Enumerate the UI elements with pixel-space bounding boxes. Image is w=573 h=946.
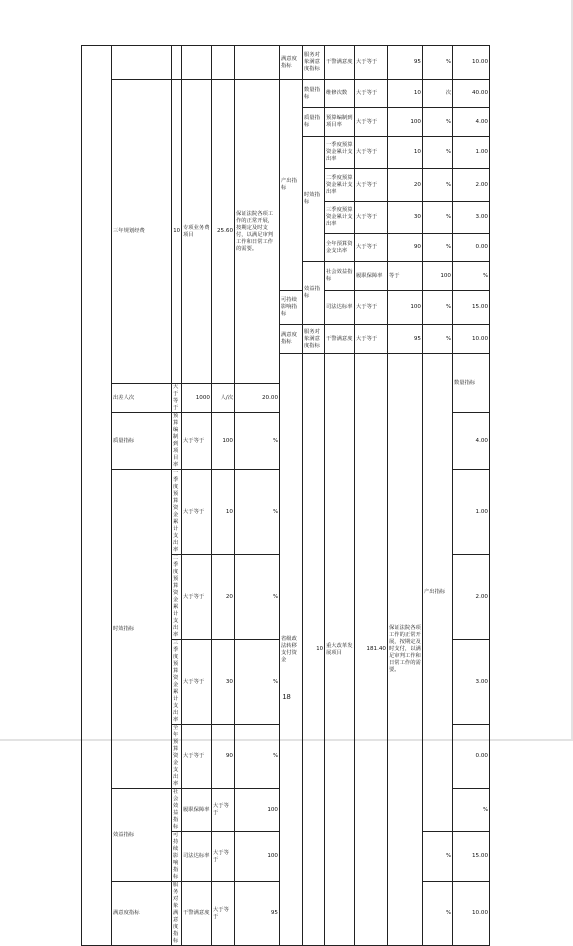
indicator-cell: 一季度预算资金累计支出率 xyxy=(172,470,182,555)
value-cell: 95 xyxy=(235,882,280,946)
weight-cell: 15.00 xyxy=(453,291,490,325)
operator-cell: 等于 xyxy=(388,262,423,291)
level2-cell: 时效指标 xyxy=(112,470,172,789)
indicator-cell: 预算编制到项目率 xyxy=(325,108,355,137)
unit-cell: % xyxy=(423,108,453,137)
operator-cell: 大于等于 xyxy=(212,789,235,832)
indicator-cell: 二季度预算资金累计支出率 xyxy=(172,555,182,640)
amount-cell: 25.60 xyxy=(212,80,235,384)
indicator-cell: 二季度预算资金累计支出率 xyxy=(325,169,355,202)
indicator-cell: 三季度预算资金累计支出率 xyxy=(172,640,182,725)
operator-cell: 大于等于 xyxy=(182,413,212,470)
level1-cell: 产出指标 xyxy=(280,80,303,291)
goal-cell: 保证法院各项工作的正常开展，按期定及时支付，以满足审判工作和日常工作的需要。 xyxy=(235,80,280,384)
unit-cell: % xyxy=(423,202,453,234)
value-cell: 100 xyxy=(423,262,453,291)
weight-cell: 0.00 xyxy=(453,234,490,262)
weight-cell: 10.00 xyxy=(453,882,490,946)
unit-cell: % xyxy=(235,470,280,555)
operator-cell: 大于等于 xyxy=(355,108,388,137)
weight-cell: 4.00 xyxy=(453,413,490,470)
weight-cell: 1.00 xyxy=(453,470,490,555)
unit-cell: % xyxy=(235,640,280,725)
unit-cell: % xyxy=(423,46,453,80)
unit-cell: % xyxy=(423,325,453,354)
operator-cell: 大于等于 xyxy=(355,291,388,325)
operator-cell: 大于等于 xyxy=(355,202,388,234)
level2-cell: 数量指标 xyxy=(453,354,490,413)
weight-cell: 0.00 xyxy=(453,725,490,789)
level2-cell: 质量指标 xyxy=(112,413,172,470)
indicator-cell: 干警满意度 xyxy=(325,325,355,354)
level2-cell: 数量指标 xyxy=(303,80,325,108)
operator-cell: 大于等于 xyxy=(182,555,212,640)
weight-cell: 10.00 xyxy=(453,46,490,80)
level2-cell: 社会效益指标 xyxy=(325,262,355,291)
table-row xyxy=(82,80,490,108)
project-name-cell: 三年规划经费 xyxy=(112,80,172,384)
indicator-cell: 三季度预算资金累计支出率 xyxy=(325,202,355,234)
value-cell: 100 xyxy=(388,108,423,137)
level2-cell: 时效指标 xyxy=(303,137,325,262)
unit-cell: % xyxy=(423,291,453,325)
indicator-cell: 干警满意度 xyxy=(182,882,212,946)
level2-cell: 质量指标 xyxy=(303,108,325,137)
indicator-cell: 司法达标率 xyxy=(182,832,212,882)
indicator-cell: 司法达标率 xyxy=(325,291,355,325)
weight-cell: 20.00 xyxy=(235,384,280,413)
value-cell: 1000 xyxy=(182,384,212,413)
weight-cell: 10.00 xyxy=(453,325,490,354)
empty-col-cell xyxy=(82,46,112,946)
operator-cell: 大于等于 xyxy=(212,882,235,946)
indicator-cell: 全年预算资金支出率 xyxy=(325,234,355,262)
weight-cell: 15.00 xyxy=(453,832,490,882)
level-cell: 10 xyxy=(172,80,182,384)
indicator-cell: 干警满意度 xyxy=(325,46,355,80)
indicator-cell: 预算编制到项目率 xyxy=(172,413,182,470)
unit-cell: % xyxy=(235,725,280,789)
level1-cell: 满意度指标 xyxy=(280,325,303,354)
unit-cell: % xyxy=(453,262,490,291)
value-cell: 10 xyxy=(388,80,423,108)
page-number: 18 xyxy=(282,692,291,701)
level2-cell: 可持续影响指标 xyxy=(172,832,182,882)
performance-table xyxy=(81,45,490,946)
unit-cell: % xyxy=(423,169,453,202)
value-cell: 20 xyxy=(388,169,423,202)
operator-cell: 大于等于 xyxy=(355,80,388,108)
level2-cell: 社会效益指标 xyxy=(172,789,182,832)
unit-cell: % xyxy=(235,555,280,640)
goal-cell: 保证法院各项工作的正常开展，按期定及时支付，以满足审判工作和日常工作的需要。 xyxy=(388,354,423,946)
project-name-cell: 省级政法转移支付资金 xyxy=(280,354,303,946)
operator-cell: 大于等于 xyxy=(355,169,388,202)
level1-cell: 效益指标 xyxy=(112,789,172,882)
amount-cell: 181.40 xyxy=(355,354,388,946)
operator-cell: 大于等于 xyxy=(212,832,235,882)
level1-cell: 满意度指标 xyxy=(280,46,303,80)
value-cell: 100 xyxy=(235,789,280,832)
project-type-cell: 重大改革发展项目 xyxy=(325,354,355,946)
weight-cell: 40.00 xyxy=(453,80,490,108)
unit-cell: % xyxy=(453,789,490,832)
operator-cell: 大于等于 xyxy=(355,137,388,169)
operator-cell: 大于等于 xyxy=(172,384,182,413)
level2-cell: 服务对象满意度指标 xyxy=(303,325,325,354)
value-cell: 95 xyxy=(388,46,423,80)
operator-cell: 大于等于 xyxy=(182,640,212,725)
table-row xyxy=(82,46,490,80)
value-cell: 95 xyxy=(388,325,423,354)
weight-cell: 3.00 xyxy=(453,640,490,725)
value-cell: 30 xyxy=(212,640,235,725)
unit-cell: 人/次 xyxy=(212,384,235,413)
operator-cell: 大于等于 xyxy=(182,725,212,789)
weight-cell: 3.00 xyxy=(453,202,490,234)
value-cell: 10 xyxy=(212,470,235,555)
unit-cell: % xyxy=(423,882,453,946)
value-cell: 90 xyxy=(212,725,235,789)
unit-cell: % xyxy=(423,234,453,262)
value-cell: 100 xyxy=(235,832,280,882)
level2-cell: 服务对象满意度指标 xyxy=(303,46,325,80)
indicator-cell: 出差人次 xyxy=(112,384,172,413)
value-cell: 100 xyxy=(388,291,423,325)
indicator-cell: 履职保障率 xyxy=(355,262,388,291)
weight-cell: 2.00 xyxy=(453,169,490,202)
operator-cell: 大于等于 xyxy=(355,234,388,262)
operator-cell: 大于等于 xyxy=(355,46,388,80)
level-cell: 10 xyxy=(303,354,325,946)
weight-cell: 2.00 xyxy=(453,555,490,640)
level1-cell: 满意度指标 xyxy=(112,882,172,946)
indicator-cell: 一季度预算资金累计支出率 xyxy=(325,137,355,169)
unit-cell: % xyxy=(423,137,453,169)
level2-cell: 可持续影响指标 xyxy=(280,291,303,325)
level2-cell: 服务对象满意度指标 xyxy=(172,882,182,946)
weight-cell: 1.00 xyxy=(453,137,490,169)
value-cell: 90 xyxy=(388,234,423,262)
weight-cell: 4.00 xyxy=(453,108,490,137)
level1-cell: 效益指标 xyxy=(303,262,325,325)
operator-cell: 大于等于 xyxy=(182,470,212,555)
project-type-cell: 专项业务费项目 xyxy=(182,80,212,384)
value-cell: 10 xyxy=(388,137,423,169)
unit-cell: % xyxy=(423,832,453,882)
value-cell: 20 xyxy=(212,555,235,640)
operator-cell: 大于等于 xyxy=(355,325,388,354)
indicator-cell: 维修次数 xyxy=(325,80,355,108)
level1-cell: 产出指标 xyxy=(423,354,453,832)
unit-cell: % xyxy=(235,413,280,470)
value-cell: 100 xyxy=(212,413,235,470)
unit-cell: 次 xyxy=(423,80,453,108)
value-cell: 30 xyxy=(388,202,423,234)
indicator-cell: 履职保障率 xyxy=(182,789,212,832)
indicator-cell: 全年预算资金支出率 xyxy=(172,725,182,789)
